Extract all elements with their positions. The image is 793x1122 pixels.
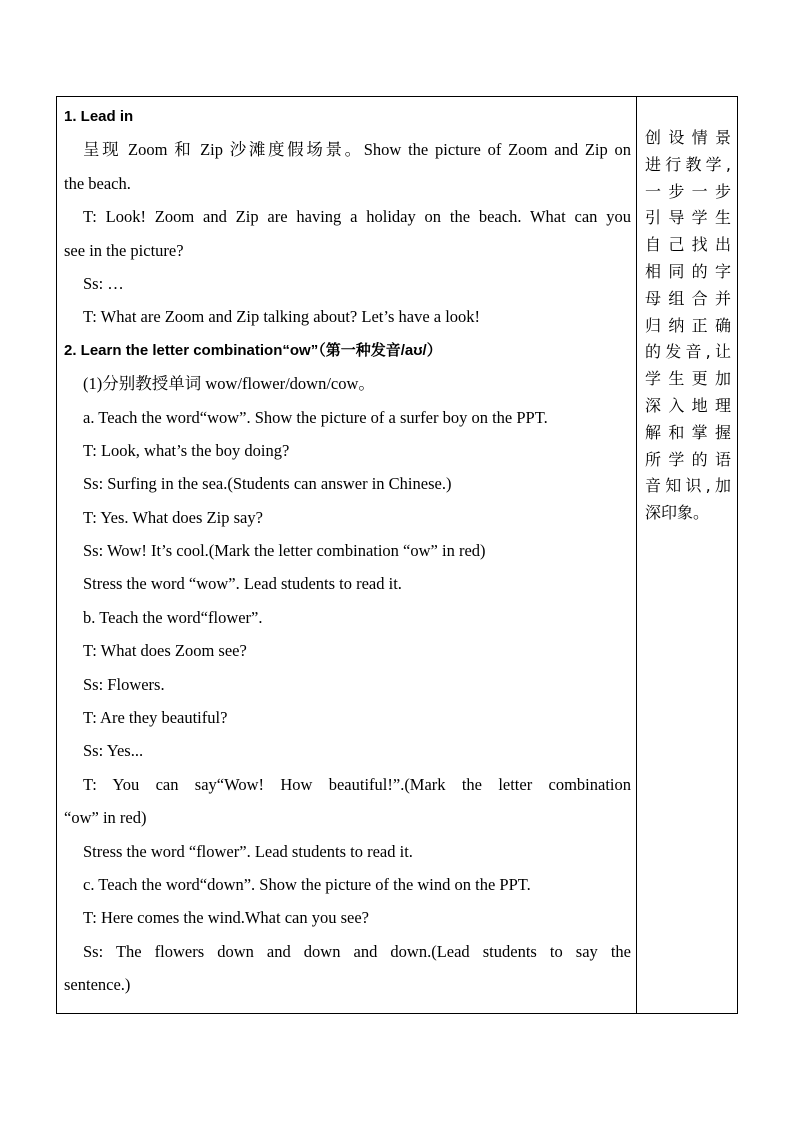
side-line: 相同的字 bbox=[645, 261, 731, 281]
body-line: c. Teach the word“down”. Show the picture of the wind on the PPT. bbox=[83, 874, 531, 894]
side-line: 自己找出 bbox=[645, 235, 731, 255]
body-line: Ss: Flowers. bbox=[83, 674, 165, 694]
side-line: 深入地理 bbox=[645, 395, 731, 415]
body-line: T: Are they beautiful? bbox=[83, 708, 228, 728]
section-heading-lead-in: 1. Lead in bbox=[64, 108, 134, 125]
body-line: “ow” in red) bbox=[64, 808, 147, 828]
side-line: 创设情景 bbox=[645, 128, 731, 147]
side-line: 引导学生 bbox=[645, 208, 731, 228]
side-line: 一步一步 bbox=[645, 181, 731, 201]
body-line: Stress the word “wow”. Lead students to read it. bbox=[83, 574, 402, 594]
teaching-procedure-cell bbox=[64, 103, 631, 1005]
body-line: see in the picture? bbox=[64, 240, 184, 260]
side-line: 进行教学, bbox=[645, 154, 731, 174]
body-line: T: Look! Zoom and Zip are having a holiday on the beach. What can you bbox=[83, 207, 631, 227]
body-line: T: Look, what’s the boy doing? bbox=[83, 440, 290, 460]
side-line: 母组合并 bbox=[645, 288, 731, 308]
side-line: 深印象。 bbox=[645, 503, 710, 523]
side-line: 的发音,让 bbox=[645, 342, 731, 362]
body-line: Ss: Yes... bbox=[83, 741, 144, 761]
body-line: T: What are Zoom and Zip talking about? Let’s have a look! bbox=[83, 307, 481, 327]
body-line: Ss: … bbox=[83, 273, 124, 293]
body-line: T: Yes. What does Zip say? bbox=[83, 507, 263, 527]
section-heading-letter-combination: 2. Learn the letter combination“ow”（第一种发音/aʊ/） bbox=[64, 341, 442, 359]
body-line: Ss: The flowers down and down and down.(Lead students to say the bbox=[83, 941, 631, 961]
body-line: Stress the word “flower”. Lead students to read it. bbox=[83, 841, 413, 861]
body-line: T: Here comes the wind.What can you see? bbox=[83, 908, 369, 928]
body-line: a. Teach the word“wow”. Show the picture of a surfer boy on the PPT. bbox=[83, 407, 548, 427]
body-line: sentence.) bbox=[64, 975, 131, 995]
body-line: 呈现 Zoom 和 Zip 沙滩度假场景。Show the picture of Zoom and Zip on bbox=[83, 140, 631, 160]
body-line: b. Teach the word“flower”. bbox=[83, 607, 263, 627]
design-intent-cell bbox=[645, 125, 731, 527]
body-line: Ss: Surfing in the sea.(Students can answer in Chinese.) bbox=[83, 474, 452, 494]
column-divider bbox=[636, 96, 637, 1014]
body-line: T: What does Zoom see? bbox=[83, 641, 247, 661]
body-line: T: You can say“Wow! How beautiful!”.(Mark the letter combination bbox=[83, 774, 631, 794]
side-line: 所学的语 bbox=[645, 449, 731, 469]
body-line: Ss: Wow! It’s cool.(Mark the letter combination “ow” in red) bbox=[83, 541, 486, 561]
body-line: the beach. bbox=[64, 173, 131, 193]
side-line: 音知识,加 bbox=[645, 476, 731, 496]
side-line: 学生更加 bbox=[645, 369, 731, 389]
body-line: (1)分别教授单词 wow/flower/down/cow。 bbox=[83, 374, 375, 394]
side-line: 解和掌握 bbox=[645, 422, 731, 442]
side-line: 归纳正确 bbox=[645, 315, 731, 335]
